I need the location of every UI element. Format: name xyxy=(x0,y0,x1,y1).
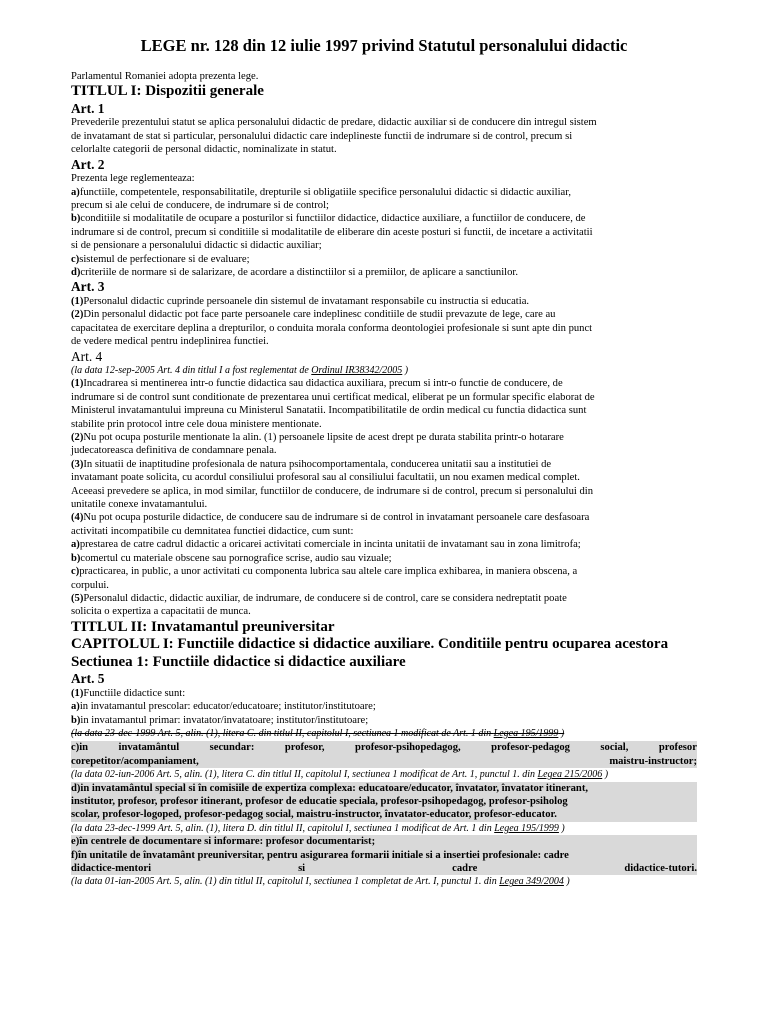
lege-195-1999-link[interactable]: Legea 195/1999 xyxy=(493,727,559,739)
art-5-item-e: e)în centrele de documentare si informare: profesor documentarist; xyxy=(71,835,697,848)
art-1-heading: Art. 1 xyxy=(71,100,105,116)
art-5-item-f-cont: didactice-mentori si cadre didactice-tutori. xyxy=(71,863,697,874)
lege-349-2004-link[interactable]: Legea 349/2004 xyxy=(499,876,564,888)
chapter-1-heading: CAPITOLUL I: Functiile didactice si didactice auxiliare. Conditiile pentru ocuparea acestora xyxy=(71,636,669,653)
lege-215-2006-link[interactable]: Legea 215/2006 xyxy=(537,769,603,781)
art-5-item-d-cont: institutor, profesor, profesor itinerant, profesor de educatie speciala, profesor-psihopedagog, profesor-psiholog xyxy=(71,795,697,808)
art-3-para-1: (1)Personalul didactic cuprinde persoanele din sistemul de invatamant responsabile cu instructia si educatia. xyxy=(71,295,530,307)
intro-text: Parlamentul Romaniei adopta prezenta lege. xyxy=(71,71,259,82)
title-2-heading: TITLUL II: Invatamantul preuniversitar xyxy=(71,618,335,635)
art-5-heading: Art. 5 xyxy=(71,671,105,687)
document-title: LEGE nr. 128 din 12 iulie 1997 privind Statutul personalului didactic xyxy=(140,36,628,55)
art-2-item-b-cont: indrumare si de control, precum si conditiile si modalitatile de eliberare din aceste posturi si functii, de incetare a activitatii xyxy=(71,226,593,238)
art-4-para-3-cont: Aceeasi prevedere se aplica, in mod similar, functiilor de conducere, de indrumare si de control, precum si personalului din xyxy=(71,485,594,497)
art-1-line: de invatamant de stat si particular, personalului didactic care indeplineste functii de indrumare si de control, precum si xyxy=(71,130,573,142)
art-4-item-c: c)practicarea, in public, a unor activitati cu componenta lubrica sau altele care implica exhibarea, in maniera obscena, a xyxy=(71,566,578,578)
art-2-item-c: c)sistemul de perfectionare si de evaluare; xyxy=(71,253,250,265)
art-4-item-c-cont: corpului. xyxy=(71,579,109,591)
art-2-lead: Prezenta lege reglementeaza: xyxy=(71,173,195,185)
art-5-item-b: b)in invatamantul primar: invatator/invatatoare; institutor/institutoare; xyxy=(71,714,369,726)
art-4-item-a: a)prestarea de catre cadrul didactic a oricarei activitati comerciale in incinta unitatii de invatamant sau in zona limitrofa; xyxy=(71,539,581,551)
art-2-item-a: a)functiile, competentele, responsabilitatile, drepturile si obligatiile specifice personalului didactic si didactic auxiliar, xyxy=(71,186,571,198)
art-4-amendment-note: (la data 12-sep-2005 Art. 4 din titlul I a fost reglementat de Ordinul IR38342/2005 ) xyxy=(71,365,409,376)
art-5-amendment-note: (la data 23-dec-1999 Art. 5, alin. (1), litera D. din titlul II, capitolul I, sectiunea 1 modificat de Art. 1 din Legea 195/1999 ) xyxy=(71,822,565,834)
art-5-repealed-note: (la data 23-dec-1999 Art. 5, alin. (1), litera C. din titlul II, capitolul I, sectiunea 1 modificat de Art. 1 din Legea 195/1999 ) xyxy=(71,727,565,739)
art-3-para-2-cont: capacitatea de exercitare deplina a drepturilor, o conduita morala conforma deontologiei profesionale si sunt apte din punct xyxy=(71,322,593,334)
ordin-link[interactable]: Ordinul IR38342/2005 xyxy=(311,365,403,376)
art-3-para-2-cont: de vedere medical pentru indeplinirea functiei. xyxy=(71,336,269,348)
art-4-para-4: (4)Nu pot ocupa posturile didactice, de conducere sau de indrumare si de control in invatamant persoanele care desfasoara xyxy=(71,512,590,524)
art-3-para-2: (2)Din personalul didactic pot face parte persoanele care indeplinesc conditiile de studii prevazute de lege, care au xyxy=(71,309,556,321)
art-4-para-3-cont: invatamant poate solicita, cu acordul consiliului profesoral sau al consiliului facultatii, un nou examen medical complet. xyxy=(71,472,580,484)
art-4-para-1-cont: stabilite prin protocol intre cele doua ministere mentionate. xyxy=(71,418,322,430)
title-1-heading: TITLUL I: Dispozitii generale xyxy=(71,83,264,100)
art-4-para-1: (1)Incadrarea si mentinerea intr-o functie didactica sau didactica auxiliara, precum si intr-o functie de conducere, de xyxy=(71,378,563,390)
art-5-item-c-cont: corepetitor/acompaniament, maistru-instructor; xyxy=(71,755,697,767)
art-4-para-3-cont: unitatile conexe invatamantului. xyxy=(71,499,208,511)
art-2-heading: Art. 2 xyxy=(71,156,105,172)
art-5-item-a: a)in invatamantul prescolar: educator/educatoare; institutor/institutoare; xyxy=(71,701,376,713)
art-5-item-c: c)in invatamântul secundar: profesor, profesor-psihopedagog, profesor-pedagog social, profesor xyxy=(71,742,697,754)
art-3-heading: Art. 3 xyxy=(71,279,105,295)
art-4-para-2: (2)Nu pot ocupa posturile mentionate la alin. (1) persoanele lipsite de acest drept pe durata stabilita printr-o hotarare xyxy=(71,432,564,444)
art-4-para-1-cont: Ministerul invatamantului impreuna cu Ministerul Sanatatii. Incompatibilitatile de ordin medical cu functia didactica sunt xyxy=(71,405,587,417)
art-5-amendment-note: (la data 02-iun-2006 Art. 5, alin. (1), litera C. din titlul II, capitolul I, sectiunea 1 modificat de Art. 1, punctul 1. din Legea 215/2006 ) xyxy=(71,769,609,781)
art-2-item-d: d)criteriile de normare si de salarizare, de acordare a distinctiilor si a premiilor, de aplicare a sanctiunilor. xyxy=(71,266,518,278)
art-1-line: Prevederile prezentului statut se aplica personalului didactic de predare, didactic auxiliar si de conducere din intregul sistem xyxy=(71,117,597,129)
art-5-item-d: d)in invatamântul special si în comisiile de expertiza complexa: educatoare/educator, învatator, învatator itinerant, xyxy=(71,782,697,795)
art-4-para-2-cont: judecatoreasca definitiva de condamnare penala. xyxy=(71,445,277,457)
art-5-item-f: f)în unitatile de învatamânt preuniversitar, pentru asigurarea formarii initiale si a insertiei profesionale: cadre xyxy=(71,849,697,862)
lege-195-1999-link[interactable]: Legea 195/1999 xyxy=(494,822,559,834)
art-4-para-5: (5)Personalul didactic, didactic auxiliar, de indrumare, de conducere si de control, care se considera nedreptatit poate xyxy=(71,592,567,604)
art-5-para-1: (1)Functiile didactice sunt: xyxy=(71,687,186,699)
art-4-para-4-cont: activitati incompatibile cu demnitatea functiei didactice, cum sunt: xyxy=(71,525,354,537)
art-5-amendment-note: (la data 01-ian-2005 Art. 5, alin. (1) din titlul II, capitolul I, sectiunea 1 completat de Art. I, punctul 1. din Legea 349/2004 ) xyxy=(71,876,570,888)
art-2-item-a-cont: precum si ale celui de conducere, de indrumare si de control; xyxy=(71,199,329,211)
art-4-para-1-cont: indrumare si de control sunt conditionate de prezentarea unui certificat medical, eliberat pe un formular specific elaborat de xyxy=(71,391,595,403)
art-1-line: celorlalte categorii de personal didactic, nominalizate in statut. xyxy=(71,144,337,156)
art-2-item-b-cont: si de pensionare a personalului didactic si didactic auxiliar; xyxy=(71,240,322,252)
art-4-para-3: (3)In situatii de inaptitudine profesionala de natura psihocomportamentala, conducerea unitatii sau a institutiei de xyxy=(71,458,552,470)
art-4-heading: Art. 4 xyxy=(71,348,103,364)
art-4-item-b: b)comertul cu materiale obscene sau pornografice scrise, audio sau vizuale; xyxy=(71,552,392,564)
art-5-item-d-cont: scolar, profesor-logoped, profesor-pedagog social, maistru-instructor, învatator-educator, profesor-educator. xyxy=(71,808,697,821)
art-4-para-5-cont: solicita o expertiza a capacitatii de munca. xyxy=(71,606,251,618)
section-1-heading: Sectiunea 1: Functiile didactice si didactice auxiliare xyxy=(71,653,406,670)
document-body xyxy=(71,70,697,889)
art-2-item-b: b)conditiile si modalitatile de ocupare a posturilor si functiilor didactice, didactice auxiliare, a functiilor de conducere, de xyxy=(71,213,586,225)
